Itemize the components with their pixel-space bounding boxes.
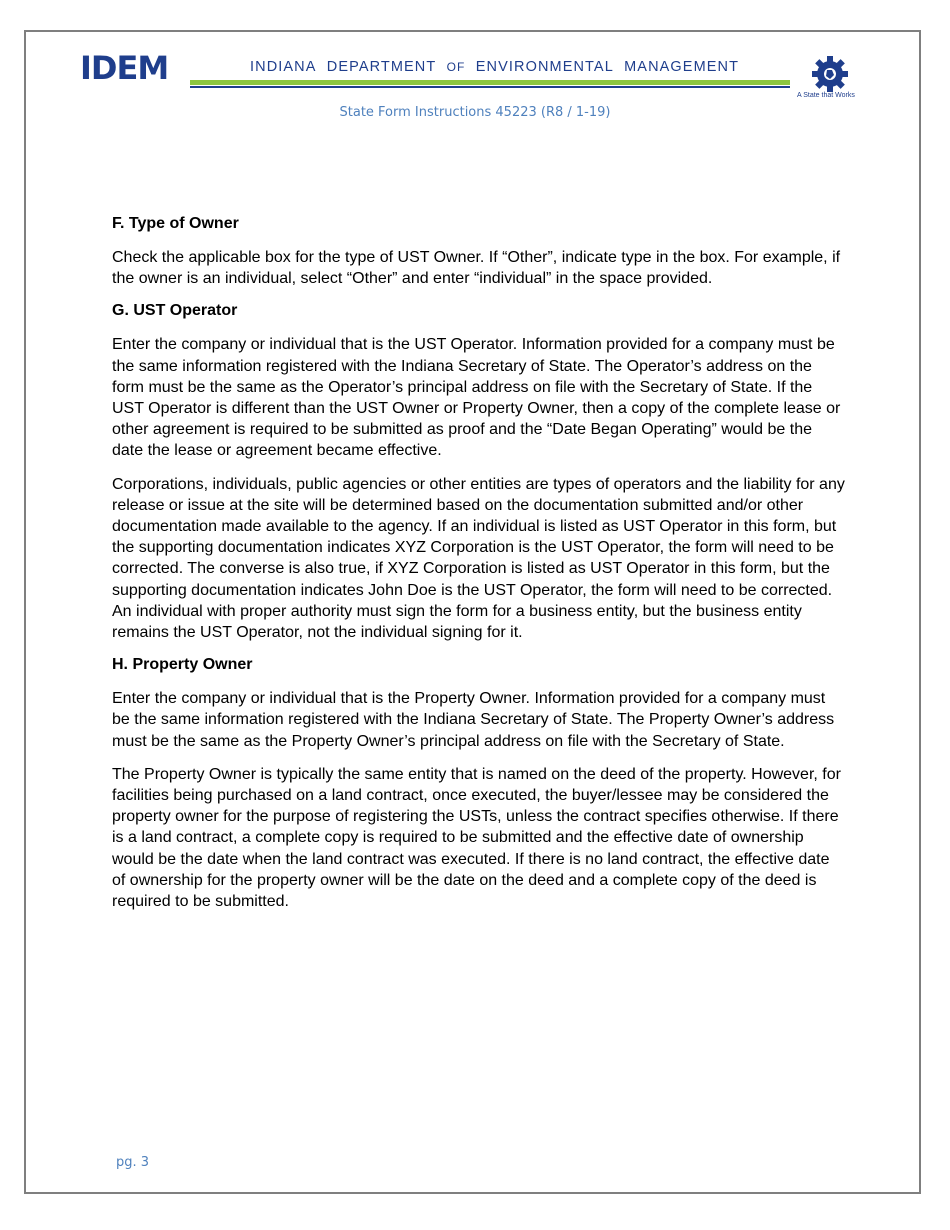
section-heading: G. UST Operator [112,302,238,320]
agency-word: OF [446,60,466,74]
idem-logo: IDEM [80,49,169,87]
document-body [112,214,847,924]
section-heading: F. Type of Owner [112,215,239,232]
section-paragraph: Corporations, individuals, public agencies or other entities are types of operators and the liability for any release or issue at the site will be determined based on the documentation submitted and/or other documentation made available to the agency. If an individual is listed as UST Operator in this form, but the supporting documentation indicates XYZ Corporation is the UST Operator, the form will need to be corrected. The converse is also true, if XYZ Corporation is listed as UST Operator in this form, but the supporting documentation indicates John Doe is the UST Operator, the form will need to be corrected. An individual with proper authority must sign the form for a business entity, but the business entity remains the UST Operator, not the individual signing for it. [112,475,845,642]
seal-tagline: A State that Works [797,92,855,99]
section-paragraph: Enter the company or individual that is the UST Operator. Information provided for a company must be the same information registered with the Indiana Secretary of State. The Operator’s address on the form must be the same as the Operator’s principal address on file with the Secretary of State. If the UST Operator is different than the UST Owner or Property Owner, then a copy of the complete lease or other agreement is required to be submitted as proof and the “Date Began Operating” would be the date the lease or agreement became effective. [112,336,841,460]
section-property-owner [112,655,847,912]
page-number: pg. 3 [116,1155,150,1170]
agency-word: INDIANA [250,59,317,75]
agency-word: DEPARTMENT [326,59,437,75]
agency-word: ENVIRONMENTAL [475,59,614,75]
section-heading: H. Property Owner [112,656,253,674]
form-identifier: State Form Instructions 45223 (R8 / 1-19) [339,105,611,120]
agency-name [250,59,739,75]
header-rule-green [190,80,790,85]
section-paragraph: The Property Owner is typically the same entity that is named on the deed of the property. However, for facilities being purchased on a land contract, once executed, the buyer/lessee may be considered the property owner for the purpose of registering the USTs, unless the contract specifies otherwise. If there is a land contract, a complete copy is required to be submitted and the effective date of ownership would be the date when the land contract was executed. If there is no land contract, the effective date of ownership for the property owner will be the date on the deed and a complete copy of the deed is required to be submitted. [112,765,841,911]
section-paragraph: Enter the company or individual that is the Property Owner. Information provided for a company must be the same information registered with the Indiana Secretary of State. The Property Owner’s address must be the same as the Property Owner’s principal address on file with the Secretary of State. [112,690,835,750]
header-rule-blue [190,86,790,88]
section-type-of-owner [112,214,847,289]
section-ust-operator [112,301,847,643]
agency-word: MANAGEMENT [624,59,740,75]
section-paragraph: Check the applicable box for the type of UST Owner. If “Other”, indicate type in the box. For example, if the owner is an individual, select “Other” and enter “individual” in the space provided. [112,249,841,288]
